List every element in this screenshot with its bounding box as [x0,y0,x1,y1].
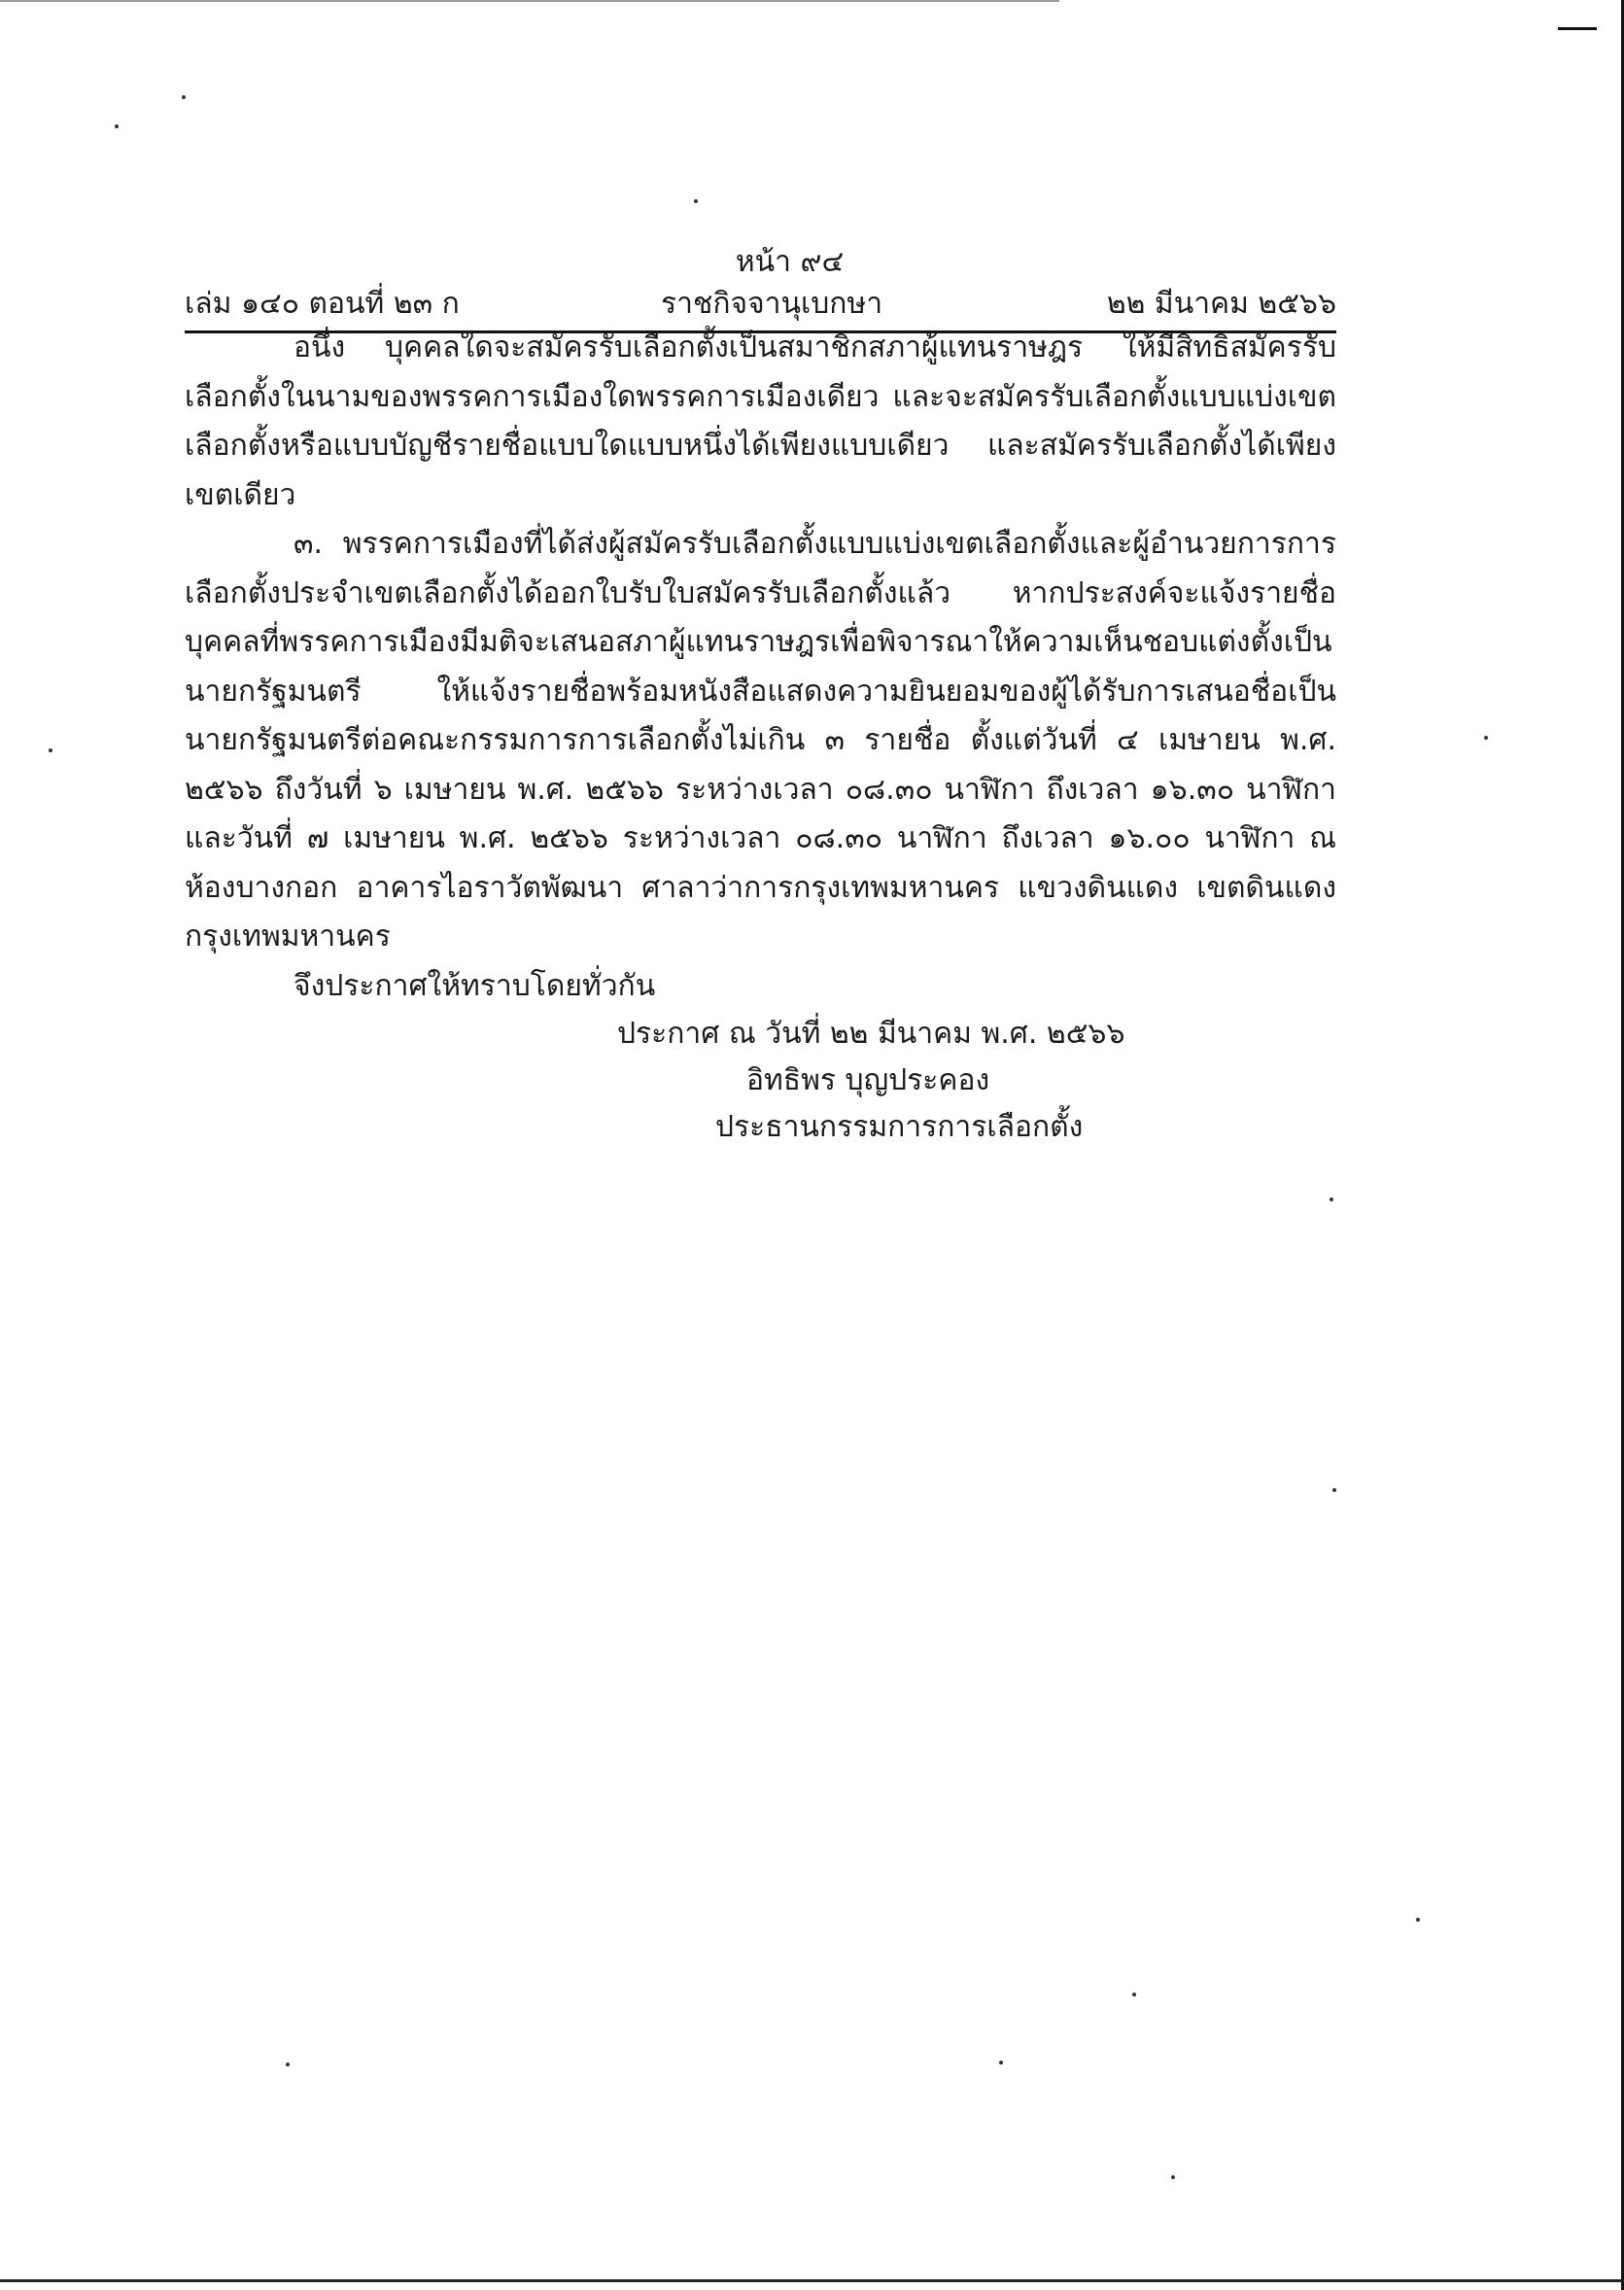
signer-name: อิทธิพร บุญประคอง [746,1063,990,1097]
scan-speck [286,2063,290,2066]
issue-number: เล่ม ๑๔๐ ตอนที่ ๒๓ ก [185,287,460,321]
scan-artifact-bottom-edge [0,2279,1624,2282]
scan-speck [1330,1197,1333,1201]
scan-artifact-top-line [0,0,1059,2]
scan-speck [1416,1918,1420,1922]
header-row [185,282,1336,327]
scan-speck [694,199,698,203]
scan-speck [1484,736,1488,740]
scan-speck [115,124,119,128]
scan-speck [182,95,186,99]
announcement-body [185,324,1336,1011]
gazette-name: ราชกิจจานุเบกษา [661,287,883,321]
scan-speck [1171,2175,1175,2179]
publication-date: ๒๒ มีนาคม ๒๕๖๖ [1106,287,1336,321]
scan-speck [1132,1993,1136,1996]
body-paragraph: ๓. พรรคการเมืองที่ได้ส่งผู้สมัครรับเลือกตั้งแบบแบ่งเขตเลือกตั้งและผู้อำนวยการการเลือกตั้งประจำเขตเลือกตั้งได้ออกใบรับใบสมัครรับเลือกตั้งแล้ว หากประสงค์จะแจ้งรายชื่อบุคคลที่พรรคการเมืองมีมติจะเสนอสภาผู้แทนราษฎรเพื่อพิจารณาให้ความเห็นชอบแต่งตั้งเป็นนายกรัฐมนตรี ให้แจ้งรายชื่อพร้อมหนังสือแสดงความยินยอมของผู้ได้รับการเสนอชื่อเป็นนายกรัฐมนตรีต่อคณะกรรมการการเลือกตั้งไม่เกิน ๓ รายชื่อ ตั้งแต่วันที่ ๔ เมษายน พ.ศ. ๒๕๖๖ ถึงวันที่ ๖ เมษายน พ.ศ. ๒๕๖๖ ระหว่างเวลา ๐๘.๓๐ นาฬิกา ถึงเวลา ๑๖.๓๐ นาฬิกา และวันที่ ๗ เมษายน พ.ศ. ๒๕๖๖ ระหว่างเวลา ๐๘.๓๐ นาฬิกา ถึงเวลา ๑๖.๐๐ นาฬิกา ณ ห้องบางกอก อาคารไอราวัตพัฒนา ศาลาว่าการกรุงเทพมหานคร แขวงดินแดง เขตดินแดง กรุงเทพมหานคร [185,527,1336,954]
signature-block [603,1011,1186,1151]
body-paragraph: อนึ่ง บุคคลใดจะสมัครรับเลือกตั้งเป็นสมาชิกสภาผู้แทนราษฎร ให้มีสิทธิสมัครรับเลือกตั้งในนามของพรรคการเมืองใดพรรคการเมืองเดียว และจะสมัครรับเลือกตั้งแบบแบ่งเขตเลือกตั้งหรือแบบบัญชีรายชื่อแบบใดแบบหนึ่งได้เพียงแบบเดียว และสมัครรับเลือกตั้งได้เพียงเขตเดียว [185,330,1336,512]
scan-speck [999,2061,1003,2064]
scan-speck [49,748,52,752]
gazette-header [185,243,1336,333]
announcement-date: ประกาศ ณ วันที่ ๒๒ มีนาคม พ.ศ. ๒๕๖๖ [617,1017,1125,1051]
signer-position: ประธานกรรมการการเลือกตั้ง [715,1110,1084,1144]
scan-speck [1332,1488,1336,1492]
page-number: หน้า ๙๔ [735,245,845,279]
body-paragraph: จึงประกาศให้ทราบโดยทั่วกัน [294,968,656,1003]
scan-artifact-corner-dash [1558,27,1597,30]
